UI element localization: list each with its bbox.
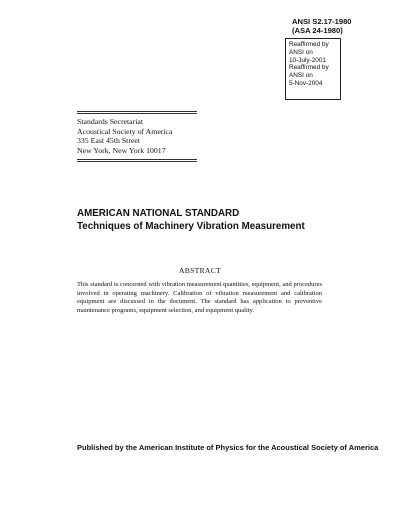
reaffirmation-line: ANSI on (289, 48, 313, 56)
bottom-double-rule (77, 159, 197, 162)
publisher-line: Published by the American Institute of Physics for the Acoustical Society of America (77, 443, 379, 452)
secretariat-city: New York, New York 10017 (77, 145, 166, 155)
title-main: Techniques of Machinery Vibration Measurement (77, 220, 305, 232)
reaffirmation-line: ANSI on (289, 72, 313, 80)
secretariat-organization: Acoustical Society of America (77, 126, 173, 136)
reaffirmation-line: Reaffirmed by (289, 64, 329, 72)
standard-title (77, 208, 305, 233)
secretariat-block (77, 111, 197, 162)
reaffirmation-date: 10-July-2001 (289, 56, 326, 64)
reaffirmation-box (285, 38, 341, 100)
abstract-heading: ABSTRACT (178, 266, 222, 275)
abstract-body: This standard is concerned with vibration measurement quantities, equipment, and procedures involved in operating machinery. Calibration of vibration measurement and calibration equipment are discussed in the document. The standard has application to preventive maintenance programs, equipment selection, and equipment quality. (77, 281, 322, 314)
secretariat-label: Standards Secretariat (77, 117, 144, 127)
title-kicker: AMERICAN NATIONAL STANDARD (77, 208, 240, 219)
reaffirmation-date: 5-Nov-2004 (289, 79, 323, 87)
standard-designation (292, 17, 352, 35)
alternate-number: (ASA 24-1980) (292, 26, 343, 35)
secretariat-street: 335 East 45th Street (77, 136, 141, 146)
reaffirmation-line: Reaffirmed by (289, 41, 329, 48)
standard-number: ANSI S2.17-1980 (292, 17, 352, 26)
